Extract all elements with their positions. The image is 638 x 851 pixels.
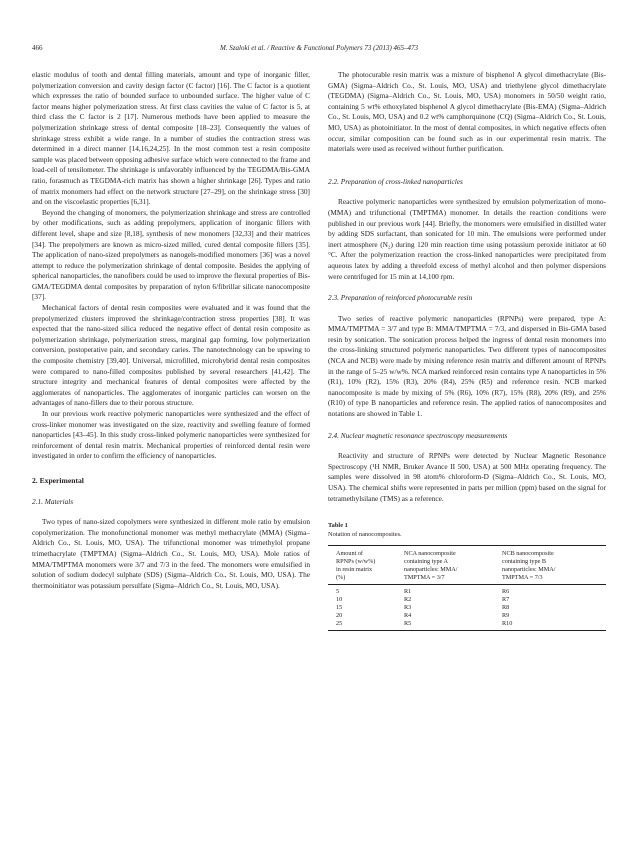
paragraph: Two types of nano-sized copolymers were synthesized in different mole ratio by emulsion copolymerization. The monofunctional monomer was methyl methacrylate (MMA) (Sigma–Aldrich Co., St. Louis, MO, USA). The trifunctional monomer was trimethylol propane trimethacrylate (TMPTMA) (Sigma–Aldrich Co., St. Louis, MO, USA). Mole ratios of MMA/TMPTMA monomers were 3/7 and 7/3 in the feed. The monomers were emulsified in solution of sodium dodecyl sulphate (SDS) (Sigma–Aldrich Co., St. Louis, MO, USA). The thermoinitiator was potassium persulfate (Sigma–Aldrich Co., St. Louis, MO, USA).: [32, 517, 310, 590]
subsection-heading: 2.4. Nuclear magnetic resonance spectroscopy measurements: [328, 430, 508, 440]
table-cell: R3: [404, 603, 412, 611]
table-cell: R1: [404, 588, 412, 596]
table-row: [328, 585, 606, 596]
table-row: [328, 620, 606, 631]
table-cell: 15: [336, 603, 343, 611]
table-cell: R2: [404, 596, 412, 604]
header-cell: NCA nanocomposite containing type A nanoparticles: MMA/ TMPTMA = 3/7: [401, 546, 499, 585]
header-cell: Amount of RPNPs (w/w%) in resin matrix (%): [328, 546, 401, 585]
notation-table: [328, 545, 606, 631]
subsection-heading: 2.2. Preparation of cross-linked nanoparticles: [328, 176, 463, 186]
paragraph: elastic modulus of tooth and dental filling materials, amount and type of inorganic filler, polymerization conversion and cavity design factor (C factor) [16]. The C factor is a quotient which expresses the ratio of bounded surface to unbounded surface. The higher value of C factor means higher polymerization stress. At first class cavities the value of C factor is 5, at third class the C factor is 2 [17]. Numerous methods have been applied to measure the polymerization shrinkage stress of dental composite [18–23]. Consequently the values of shrinkage stress exhibit a wide range. In a number of studies the contraction stress was determined in a direct manner [14,16,24,25]. In the most common test a resin composite sample was placed between opposing adhesive surface which were connected to the frame and load-cell of tensilometer. The shrinkage is unfavorably influenced by the TEGDMA/Bis-GMA ratio, forasmuch as TEGDMA-rich matrix has shown a higher shrinkage [26]. Types and ratio of matrix monomers had effect on the network structure [27–29], on the shrinkage stress [30] and on the viscoelastic properties [6,31].: [32, 70, 310, 207]
table-cell: R10: [499, 620, 606, 631]
table-row: [328, 604, 606, 612]
paragraph: Two series of reactive polymeric nanoparticles (RPNPs) were prepared, type A: MMA/TMPTMA = 3/7 and type B: MMA/TMPTMA = 7/3, and dispersed in Bis-GMA based resin by sonication. The sonication process helped the ingress of dental resin monomers into the cross-linking structured polymeric nanoparticles. Two different types of nanocomposites (NCA and NCB) were made by mixing reference resin matrix and different amount of RPNPs in the range of 5–25 w/w%. NCA marked reinforced resin contains type A nanoparticles in 5% (R1), 10% (R2), 15% (R3), 20% (R4), 25% (R5) and reference resin. NCB marked nanocomposite is made by mixing of 5% (R6), 10% (R7), 15% (R8), 20% (R9), and 25% (R10) of type B nanoparticles and reference resin. The applied ratios of nanocomposites and notations are showed in Table 1.: [328, 313, 606, 419]
left-column: [32, 70, 310, 591]
table-label: Table 1: [328, 522, 348, 530]
table-cell: 20: [336, 611, 343, 619]
table-header-row: [328, 546, 606, 585]
table-caption-text: Notation of nanocomposites.: [328, 530, 402, 538]
table-cell: R7: [502, 596, 510, 604]
table-cell: R6: [502, 588, 510, 596]
right-column: [328, 70, 606, 631]
subsection-heading: 2.3. Preparation of reinforced photocurable resin: [328, 293, 473, 303]
paragraph: Mechanical factors of dental resin composites were evaluated and it was found that the prepolymerized clusters improved the shrinkage/contraction stress properties [38]. It was expected that the nano-sized silica reduced the negative effect of dental resin composite as polymerization shrinkage, polymerization stress, marginal gap forming, low polymerization conversion, postoperative pain, and secondary caries. The nanotechnology can be upswing to the composite chemistry [39,40]. Universal, microfilled, microhybrid dental resin composites were compared to nano-filled composites published by several researchers [41,42]. The structure integrity and mechanical features of dental composites were affected by the agglomerates of nanoparticles. The agglomerates of inorganic particles can worsen on the advantages of nano-fillers due to their porous structure.: [32, 303, 310, 408]
subsection-heading: 2.1. Materials: [32, 496, 74, 506]
journal-citation: M. Szaloki et al. / Reactive & Functional Polymers 73 (2013) 465–473: [219, 44, 419, 52]
paragraph: Beyond the changing of monomers, the polymerization shrinkage and stress are controlled by other modifications, such as adding prepolymers, application of inorganic fillers with different level, shape and size [8,18], synthesis of new monomers [32,33] and their matrices [34]. The prepolymers are known as micro-sized milled, cured dental composite fillers [35]. The application of nano-sized prepolymers as nanogels-modified monomers [36] was a novel attempt to reduce the polymerization shrinkage of dental composite. Besides the applying of spherical nanoparticles, the nanofibers could be used to improve the flexural properties of Bis-GMA/TEGDMA dental composites by preparation of nylon 6/fibrillar silicate nanocomposite [37].: [32, 207, 310, 302]
table-row: [328, 596, 606, 604]
paragraph: In our previous work reactive polymeric nanoparticles were synthesized and the effect of cross-linker monomer was investigated on the size, reactivity and swelling feature of formed nanoparticles [43–45]. In this study cross-linked polymeric nanoparticles were synthesized for reinforcement of dental resin matrix. Mechanical properties of reinforced dental resin were investigated in order to confirm the efficiency of nanoparticles.: [32, 409, 310, 461]
table-cell: R4: [404, 611, 412, 619]
table-row: [328, 612, 606, 620]
table-cell: 5: [336, 588, 340, 596]
table-cell: 10: [336, 596, 343, 604]
page-number: 466: [32, 44, 43, 52]
paragraph: Reactive polymeric nanoparticles were synthesized by emulsion polymerization of mono- (MMA) and trifunctional (TMPTMA) monomer. In details the reaction conditions were published in our previous work [44]. Briefly, the monomers were emulsified in distilled water by adding SDS surfactant, than sonicated for 10 min. The emulsions were performed under inert atmosphere (N₂) during 120 min reaction time using potassium peroxide initiator at 60 °C. After the polymerization reaction the cross-linked nanoparticles were precipitated from aqueous latex by adding a threefold excess of methyl alcohol and then polymer dispersions were centrifuged for 15 min at 14,100 rpm.: [328, 197, 606, 281]
table-cell: R8: [502, 603, 510, 611]
table-cell: R9: [502, 611, 510, 619]
section-heading: 2. Experimental: [32, 475, 84, 485]
table-caption: [328, 522, 606, 539]
running-header: [32, 44, 606, 56]
table-cell: 25: [328, 620, 401, 631]
table-cell: R5: [401, 620, 499, 631]
header-cell: NCB nanocomposite containing type B nanoparticles: MMA/ TMPTMA = 7/3: [499, 546, 606, 585]
paragraph: The photocurable resin matrix was a mixture of bisphenol A glycol dimethacrylate (Bis-GMA) (Sigma–Aldrich Co., St. Louis, MO, USA) and triethylene glycol dimethacrylate (TEGDMA) (Sigma–Aldrich Co., St. Louis, MO, USA) monomers in 50/50 weight ratio, containing 5 wt% ethoxylated bisphenol A glycol dimethacrylate (Bis-EMA) (Sigma–Aldrich Co., St. Louis, MO, USA) and 0.2 wt% camphorquinone (CQ) (Sigma–Aldrich Co., St. Louis, MO, USA) as photoinitiator. In the most of dental composites, in which negative effects often occur, similar composition can be found such as in our experimental resin matrix. The materials were used as received without further purification.: [328, 70, 606, 154]
paragraph: Reactivity and structure of RPNPs were detected by Nuclear Magnetic Resonance Spectroscopy (¹H NMR, Bruker Avance II 500, USA) at 500 MHz operating frequency. The samples were dissolved in 98 atom% chloroform-D (Sigma–Aldrich Co., St. Louis, MO, USA). The chemical shifts were represented in parts per million (ppm) based on the signal for tetramethylsilane (TMS) as a reference.: [328, 451, 606, 503]
